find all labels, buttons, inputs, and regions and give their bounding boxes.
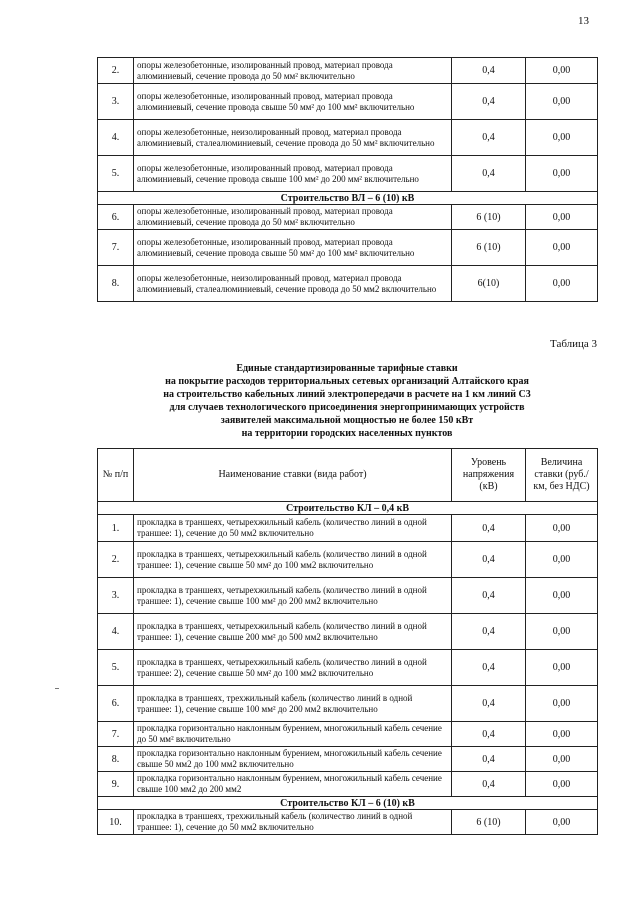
row-voltage: 0,4	[452, 722, 526, 747]
row-rate: 0,00	[526, 542, 598, 578]
header-rate: Величина ставки (руб./км, без НДС)	[526, 449, 598, 502]
row-voltage: 0,4	[452, 542, 526, 578]
table-row	[98, 686, 598, 722]
row-description: опоры железобетонные, неизолированный провод, материал провода алюминиевый, сталеалюминиевый, сечение провода до 50 мм2 включительно	[134, 266, 452, 302]
row-number: 9.	[98, 772, 134, 797]
row-description: прокладка горизонтально наклонным бурением, многожильный кабель сечение до 50 мм² включительно	[134, 722, 452, 747]
table-row	[98, 120, 598, 156]
row-description: опоры железобетонные, неизолированный провод, материал провода алюминиевый, сталеалюминиевый, сечение провода до 50 мм² включительно	[134, 120, 452, 156]
table-row	[98, 205, 598, 230]
table-3-title	[97, 362, 597, 440]
section-heading: Строительство ВЛ – 6 (10) кВ	[98, 192, 598, 205]
section-row	[98, 502, 598, 515]
row-number: 4.	[98, 120, 134, 156]
section-heading: Строительство КЛ – 6 (10) кВ	[98, 797, 598, 810]
section-row	[98, 192, 598, 205]
overhead-lines-table-body	[98, 58, 598, 302]
table-row	[98, 266, 598, 302]
table-row	[98, 84, 598, 120]
row-number: 7.	[98, 230, 134, 266]
row-voltage: 0,4	[452, 84, 526, 120]
row-description: опоры железобетонные, изолированный провод, материал провода алюминиевый, сечение провода свыше 100 мм² до 200 мм² включительно	[134, 156, 452, 192]
row-voltage: 0,4	[452, 578, 526, 614]
title-line: на покрытие расходов территориальных сетевых организаций Алтайского края	[165, 376, 529, 387]
row-voltage: 6 (10)	[452, 810, 526, 835]
table-row	[98, 542, 598, 578]
row-rate: 0,00	[526, 205, 598, 230]
row-description: прокладка горизонтально наклонным бурением, многожильный кабель сечение свыше 50 мм2 до 100 мм2 включительно	[134, 747, 452, 772]
row-voltage: 0,4	[452, 772, 526, 797]
row-voltage: 0,4	[452, 515, 526, 542]
row-voltage: 0,4	[452, 156, 526, 192]
row-description: опоры железобетонные, изолированный провод, материал провода алюминиевый, сечение провода свыше 50 мм² до 100 мм² включительно	[134, 230, 452, 266]
row-voltage: 0,4	[452, 614, 526, 650]
row-description: прокладка в траншеях, четырехжильный кабель (количество линий в одной траншее: 1), сечение свыше 50 мм² до 100 мм2 включительно	[134, 542, 452, 578]
table-3	[97, 448, 598, 835]
row-rate: 0,00	[526, 722, 598, 747]
table-row	[98, 578, 598, 614]
row-voltage: 6 (10)	[452, 205, 526, 230]
row-description: опоры железобетонные, изолированный провод, материал провода алюминиевый, сечение провода до 50 мм² включительно	[134, 205, 452, 230]
row-description: опоры железобетонные, изолированный провод, материал провода алюминиевый, сечение провода свыше 50 мм² до 100 мм² включительно	[134, 84, 452, 120]
row-description: прокладка в траншеях, четырехжильный кабель (количество линий в одной траншее: 2), сечение свыше 50 мм² до 100 мм2 включительно	[134, 650, 452, 686]
row-number: 4.	[98, 614, 134, 650]
title-line: Единые стандартизированные тарифные ставки	[236, 363, 458, 374]
row-rate: 0,00	[526, 230, 598, 266]
row-number: 2.	[98, 542, 134, 578]
overhead-lines-table-continued	[97, 57, 598, 302]
row-number: 2.	[98, 58, 134, 84]
row-voltage: 6 (10)	[452, 230, 526, 266]
header-voltage: Уровень напряжения (кВ)	[452, 449, 526, 502]
row-number: 7.	[98, 722, 134, 747]
table-row	[98, 810, 598, 835]
row-description: прокладка в траншеях, четырехжильный кабель (количество линий в одной траншее: 1), сечение до 50 мм2 включительно	[134, 515, 452, 542]
row-voltage: 6(10)	[452, 266, 526, 302]
table-row	[98, 650, 598, 686]
row-rate: 0,00	[526, 772, 598, 797]
row-number: 3.	[98, 84, 134, 120]
table-row	[98, 772, 598, 797]
row-rate: 0,00	[526, 578, 598, 614]
section-heading: Строительство КЛ – 0,4 кВ	[98, 502, 598, 515]
row-number: 5.	[98, 156, 134, 192]
row-voltage: 0,4	[452, 686, 526, 722]
page-number: 13	[578, 15, 589, 27]
row-voltage: 0,4	[452, 58, 526, 84]
table-3-header-row	[98, 449, 598, 502]
row-description: прокладка в траншеях, трехжильный кабель (количество линий в одной траншее: 1), сечение до 50 мм2 включительно	[134, 810, 452, 835]
row-number: 6.	[98, 686, 134, 722]
header-name: Наименование ставки (вида работ)	[134, 449, 452, 502]
row-rate: 0,00	[526, 156, 598, 192]
header-num: № п/п	[98, 449, 134, 502]
table-row	[98, 614, 598, 650]
row-description: прокладка в траншеях, четырехжильный кабель (количество линий в одной траншее: 1), сечение свыше 200 мм² до 500 мм2 включительно	[134, 614, 452, 650]
title-line: заявителей максимальной мощностью не более 150 кВт	[220, 415, 474, 426]
table-row	[98, 230, 598, 266]
row-rate: 0,00	[526, 614, 598, 650]
row-number: 8.	[98, 747, 134, 772]
row-rate: 0,00	[526, 58, 598, 84]
table-row	[98, 515, 598, 542]
row-voltage: 0,4	[452, 650, 526, 686]
title-line: для случаев технологического присоединения энергопринимающих устройств	[169, 402, 525, 413]
table-row	[98, 722, 598, 747]
row-rate: 0,00	[526, 650, 598, 686]
table-row	[98, 156, 598, 192]
row-description: прокладка горизонтально наклонным бурением, многожильный кабель сечение свыше 100 мм2 до 200 мм2	[134, 772, 452, 797]
title-line: на строительство кабельных линий электропередачи в расчете на 1 км линий С3	[163, 389, 531, 400]
row-voltage: 0,4	[452, 747, 526, 772]
title-line: на территории городских населенных пунктов	[241, 428, 453, 439]
row-rate: 0,00	[526, 84, 598, 120]
table-3-body	[98, 502, 598, 835]
row-rate: 0,00	[526, 810, 598, 835]
row-description: прокладка в траншеях, трехжильный кабель (количество линий в одной траншее: 1), сечение свыше 100 мм² до 200 мм2 включительно	[134, 686, 452, 722]
table-3-label: Таблица 3	[550, 338, 598, 350]
scan-mark	[55, 688, 59, 689]
section-row	[98, 797, 598, 810]
row-number: 10.	[98, 810, 134, 835]
row-description: прокладка в траншеях, четырехжильный кабель (количество линий в одной траншее: 1), сечение свыше 100 мм² до 200 мм2 включительно	[134, 578, 452, 614]
row-rate: 0,00	[526, 515, 598, 542]
row-number: 3.	[98, 578, 134, 614]
row-voltage: 0,4	[452, 120, 526, 156]
table-row	[98, 58, 598, 84]
row-number: 1.	[98, 515, 134, 542]
row-rate: 0,00	[526, 120, 598, 156]
table-row	[98, 747, 598, 772]
row-rate: 0,00	[526, 686, 598, 722]
row-number: 6.	[98, 205, 134, 230]
row-number: 8.	[98, 266, 134, 302]
row-rate: 0,00	[526, 266, 598, 302]
row-description: опоры железобетонные, изолированный провод, материал провода алюминиевый, сечение провода до 50 мм² включительно	[134, 58, 452, 84]
row-rate: 0,00	[526, 747, 598, 772]
row-number: 5.	[98, 650, 134, 686]
